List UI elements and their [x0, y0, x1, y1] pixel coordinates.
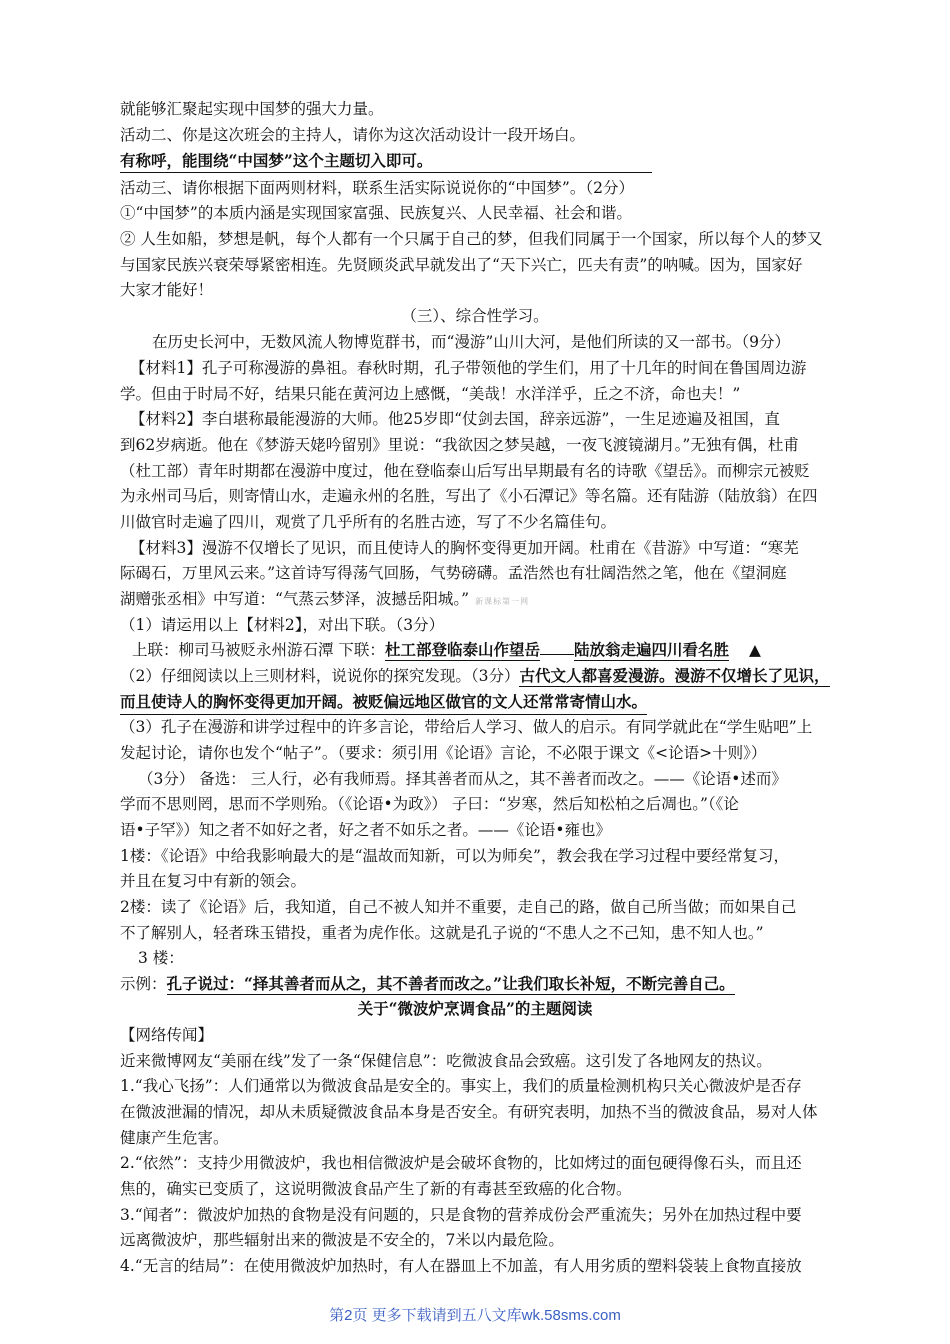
- page-footer-link[interactable]: 第2页 更多下载请到五八文库wk.58sms.com: [329, 1307, 621, 1324]
- text-line: 与国家民族兴衰荣辱紧密相连。先贤顾炎武早就发出了“天下兴亡，匹夫有责”的呐喊。因为，国家好: [120, 256, 803, 274]
- text-line: 近来微博网友“美丽在线”发了一条“保健信息”：吃微波食品会致癌。这引发了各地网友的热议。: [120, 1052, 772, 1070]
- subheading: 【网络传闻】: [120, 1026, 214, 1044]
- text-line: 4.“无言的结局”：在使用微波炉加热时，有人在器皿上不加盖，有人用劣质的塑料袋装上食物直接放: [120, 1257, 802, 1275]
- text-line: 【材料1】孔子可称漫游的鼻祖。春秋时期，孔子带领他的学生们，用了十几年的时间在鲁国周边游: [130, 359, 807, 377]
- answer-line: 有称呼，能围绕“中国梦”这个主题切入即可。: [120, 150, 652, 173]
- section-heading: （三）、综合性学习。: [401, 307, 549, 325]
- text-line: 为永州司马后，则寄情山水，走遍永州的名胜，写出了《小石潭记》等名篇。还有陆游（陆放翁）在四: [120, 487, 818, 505]
- text-line: 语•子罕》）知之者不如好之者，好之者不如乐之者。——《论语•雍也》: [120, 821, 612, 839]
- answer-text: 陆放翁走遍四川看名胜: [573, 640, 729, 659]
- text-line: 川做官时走遍了四川，观赏了几乎所有的名胜古迹，写了不少名篇佳句。: [120, 513, 617, 531]
- text-line: 【材料2】李白堪称最能漫游的大师。他25岁即“仗剑去国，辞亲远游”，一生足迹遍及祖国，直: [130, 410, 780, 428]
- question-line: [120, 665, 830, 687]
- answer-line: [120, 973, 735, 995]
- text-line: 健康产生危害。: [120, 1129, 229, 1147]
- text-line: 3 楼：: [138, 949, 184, 967]
- text-segment: （2）仔细阅读以上三则材料，说说你的探究发现。（3分）: [120, 667, 520, 685]
- answer-text: 孔子说过：“择其善者而从之，其不善者而改之。”让我们取长补短，不断完善自己。: [166, 974, 735, 993]
- text-line: [120, 588, 529, 613]
- answer-text: 杜工部登临泰山作望岳: [384, 640, 540, 659]
- text-line: 学。但由于时局不好，结果只能在黄河边上感慨，“美哉！水洋洋乎，丘之不济，命也夫！”: [120, 385, 741, 403]
- text-line: 2.“依然”：支持少用微波炉，我也相信微波炉是会破坏食物的，比如烤过的面包硬得像石头，而且还: [120, 1154, 802, 1172]
- text-line: 焦的，确实已变质了，这说明微波食品产生了新的有毒甚至致癌的化合物。: [120, 1180, 632, 1198]
- text-line: 2楼：读了《论语》后，我知道，自己不被人知并不重要，走自己的路，做自己所当做；而如果自己: [120, 898, 797, 916]
- text-segment: 上联：柳司马被贬永州游石潭 下联：: [132, 641, 385, 659]
- text-line: 大家才能好！: [120, 281, 214, 299]
- text-line: 并且在复习中有新的领会。: [120, 872, 307, 890]
- text-line: 1楼：《论语》中给我影响最大的是“温故而知新，可以为师矣”，教会我在学习过程中要经常复习，: [120, 847, 789, 865]
- text-line: 活动二、你是这次班会的主持人，请你为这次活动设计一段开场白。: [120, 126, 586, 144]
- triangle-marker-icon: ▲: [748, 641, 761, 659]
- text-line: 远离微波炉，那些辐射出来的微波是不安全的，7米以内最危险。: [120, 1231, 564, 1249]
- text-line: 到62岁病逝。他在《梦游天姥吟留别》里说：“我欲因之梦吴越，一夜飞渡镜湖月。”无独有偶，杜甫: [120, 436, 799, 454]
- text-line: ①“中国梦”的本质内涵是实现国家富强、民族复兴、人民幸福、社会和谐。: [120, 204, 632, 222]
- text-line: 在历史长河中，无数风流人物博览群书，而“漫游”山川大河，是他们所读的又一部书。（9分）: [152, 333, 790, 351]
- text-line: 在微波泄漏的情况，却从未质疑微波食品本身是否安全。有研究表明，加热不当的微波食品，易对人体: [120, 1103, 818, 1121]
- question-line: [132, 639, 761, 661]
- answer-line: 而且使诗人的胸怀变得更加开阔。被贬偏远地区做官的文人还常常寄情山水。: [120, 691, 647, 715]
- text-line: 就能够汇聚起实现中国梦的强大力量。: [120, 100, 384, 118]
- text-line: （杜工部）青年时期都在漫游中度过，他在登临泰山后写出早期最有名的诗歌《望岳》。而柳宗元被贬: [120, 462, 810, 480]
- text-line: 3.“闻者”：微波炉加热的食物是没有问题的，只是食物的营养成份会严重流失；另外在加热过程中要: [120, 1206, 802, 1224]
- text-segment: 湖赠张丞相》中写道：“气蒸云梦泽，波撼岳阳城。”: [120, 590, 470, 608]
- text-line: 学而不思则罔，思而不学则殆。（《论语•为政》） 子曰：“岁寒，然后知松柏之后凋也。”（《论: [120, 795, 739, 813]
- text-line: （3分） 备选： 三人行，必有我师焉。择其善者而从之，其不善者而改之。——《论语•述而》: [138, 770, 787, 788]
- text-line: 不了解别人，轻者珠玉错投，重者为虎作伥。这就是孔子说的“不患人之不己知，患不知人也。”: [120, 924, 764, 942]
- watermark: 新课标第一网: [475, 597, 530, 606]
- question-line: （3）孔子在漫游和讲学过程中的许多言论，带给后人学习、做人的启示。有同学就此在“学生贴吧”上: [120, 718, 813, 736]
- question-line: 发起讨论，请你也发个“帖子”。（要求：须引用《论语》言论，不必限于课文《<论语>十则》）: [120, 744, 767, 762]
- section-heading: 关于“微波炉烹调食品”的主题阅读: [357, 999, 593, 1018]
- text-segment: 示例：: [120, 975, 167, 993]
- text-line: 际碣石，万里风云来。”这首诗写得荡气回肠，气势磅礴。孟浩然也有壮阔浩然之笔，他在《望洞庭: [120, 564, 787, 582]
- text-line: ② 人生如船，梦想是帆，每个人都有一个只属于自己的梦，但我们同属于一个国家，所以每个人的梦又: [120, 230, 823, 248]
- text-line: 【材料3】漫游不仅增长了见识，而且使诗人的胸怀变得更加开阔。杜甫在《昔游》中写道：“寒芜: [130, 539, 799, 557]
- text-line: 1.“我心飞扬”：人们通常以为微波食品是安全的。事实上，我们的质量检测机构只关心微波炉是否存: [120, 1077, 802, 1095]
- answer-text: 古代文人都喜爱漫游。漫游不仅增长了见识，: [519, 666, 830, 685]
- question-line: （1）请运用以上【材料2】，对出下联。（3分）: [120, 616, 445, 634]
- text-line: 活动三、请你根据下面两则材料，联系生活实际说说你的“中国梦”。（2分）: [120, 179, 634, 197]
